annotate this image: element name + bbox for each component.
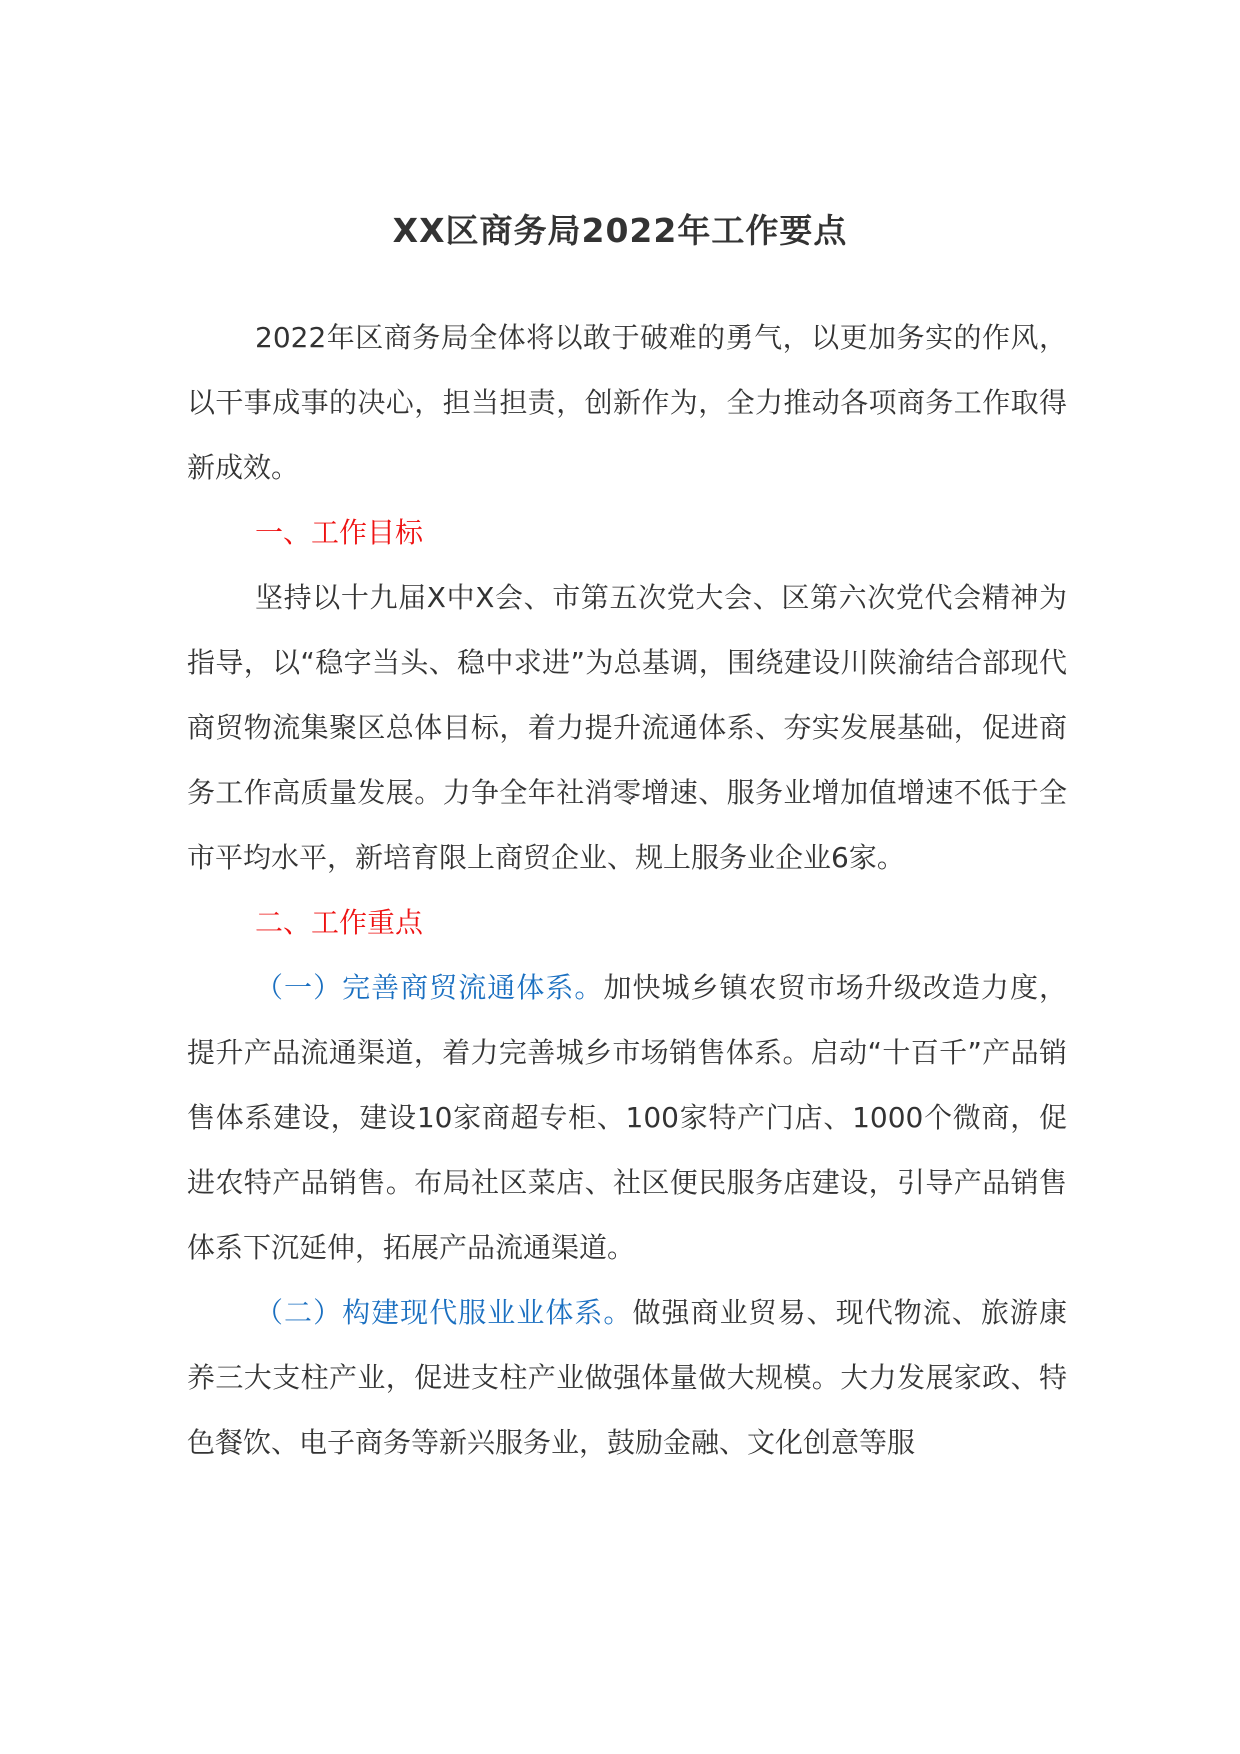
section-heading-priorities: 二、工作重点 (255, 906, 424, 939)
priority-item-2-text: 做强商业贸易、现代物流、旅游康养三大支柱产业，促进支柱产业做强体量做大规模。大力发展家政、特色餐饮、电子商务等新兴服务业，鼓励金融、文化创意等服 (187, 1296, 1067, 1459)
priority-item-2 (187, 1280, 1067, 1475)
document-body (187, 305, 1067, 1475)
priority-item-1 (187, 955, 1067, 1280)
section-heading-goals: 一、工作目标 (255, 516, 424, 549)
goals-paragraph: 坚持以十九届X中X会、市第五次党大会、区第六次党代会精神为指导，以“稳字当头、稳中求进”为总基调，围绕建设川陕渝结合部现代商贸物流集聚区总体目标，着力提升流通体系、夯实发展基础，促进商务工作高质量发展。力争全年社消零增速、服务业增加值增速不低于全市平均水平，新培育限上商贸企业、规上服务业企业6家。 (187, 581, 1067, 874)
intro-paragraph: 2022年区商务局全体将以敢于破难的勇气，以更加务实的作风，以干事成事的决心，担当担责，创新作为，全力推动各项商务工作取得新成效。 (187, 321, 1067, 484)
document-title: XX区商务局2022年工作要点 (392, 211, 848, 250)
priority-item-1-text: 加快城乡镇农贸市场升级改造力度，提升产品流通渠道，着力完善城乡市场销售体系。启动“十百千”产品销售体系建设，建设10家商超专柜、100家特产门店、1000个微商，促进农特产品销售。布局社区菜店、社区便民服务店建设，引导产品销售体系下沉延伸，拓展产品流通渠道。 (187, 971, 1067, 1264)
priority-item-1-lead: （一）完善商贸流通体系。 (255, 971, 604, 1004)
priority-item-2-lead: （二）构建现代服业业体系。 (255, 1296, 633, 1329)
